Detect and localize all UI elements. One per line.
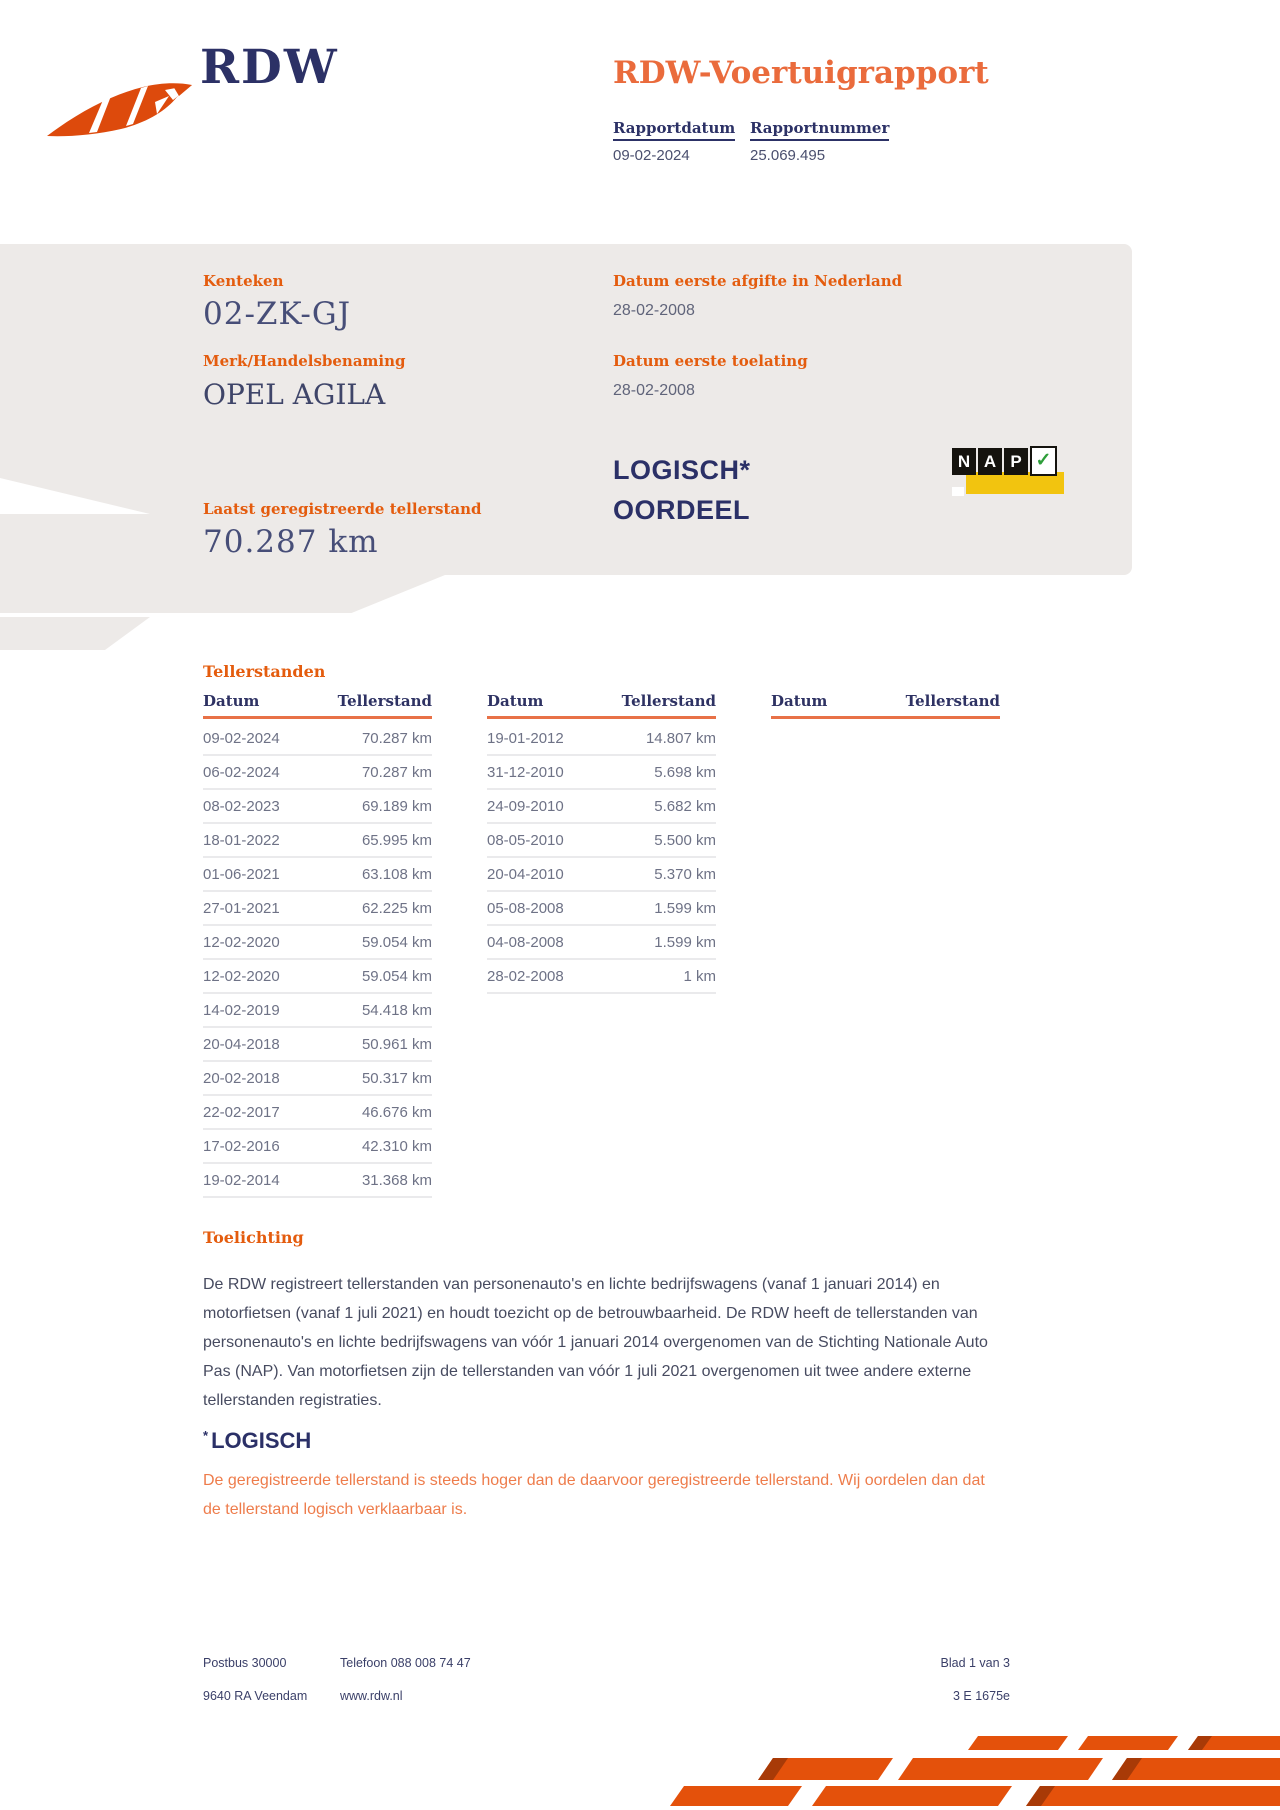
table-row [487, 790, 716, 824]
footer-address-line2: 9640 RA Veendam [203, 1689, 308, 1703]
panel-flag-tail [0, 575, 445, 613]
table-rows [203, 722, 432, 1198]
column-header-datum: Datum [771, 692, 828, 710]
row-odometer-value: 54.418 km [361, 1001, 432, 1019]
column-header-datum: Datum [487, 692, 544, 710]
logisch-heading [203, 1428, 311, 1454]
table-row [203, 960, 432, 994]
table-row [203, 892, 432, 926]
report-date-value: 09-02-2024 [613, 147, 690, 164]
row-odometer-value: 5.682 km [654, 797, 716, 815]
row-date: 24-09-2010 [487, 797, 564, 815]
row-odometer-value: 5.370 km [654, 865, 716, 883]
kenteken-value: 02-ZK-GJ [203, 296, 352, 332]
nap-check-tile [1030, 446, 1057, 476]
tellerstanden-heading: Tellerstanden [203, 662, 326, 681]
row-date: 05-08-2008 [487, 899, 564, 917]
row-date: 14-02-2019 [203, 1001, 280, 1019]
row-date: 27-01-2021 [203, 899, 280, 917]
table-row [203, 1028, 432, 1062]
row-odometer-value: 46.676 km [361, 1103, 432, 1121]
logisch-asterisk: * [203, 1428, 209, 1443]
table-row [203, 756, 432, 790]
row-date: 31-12-2010 [487, 763, 564, 781]
table-row [203, 926, 432, 960]
row-odometer-value: 50.961 km [361, 1035, 432, 1053]
panel-flag-tail-small [0, 617, 150, 650]
tellerstanden-table-1 [203, 692, 432, 1198]
table-row [203, 722, 432, 756]
table-row [487, 722, 716, 756]
nap-logo [950, 446, 1066, 500]
table-row [487, 756, 716, 790]
row-odometer-value: 65.995 km [361, 831, 432, 849]
column-header-tellerstand: Tellerstand [337, 692, 432, 710]
table-row [203, 858, 432, 892]
footer-phone: Telefoon 088 008 74 47 [340, 1656, 471, 1670]
row-date: 28-02-2008 [487, 967, 564, 985]
row-date: 08-02-2023 [203, 797, 280, 815]
laatste-tellerstand-label: Laatst geregistreerde tellerstand [203, 500, 482, 518]
table-row [203, 1130, 432, 1164]
column-header-tellerstand: Tellerstand [621, 692, 716, 710]
table-header [771, 692, 1000, 719]
row-odometer-value: 1.599 km [654, 899, 716, 917]
report-number-value: 25.069.495 [750, 147, 826, 164]
row-date: 19-01-2012 [487, 729, 564, 747]
row-date: 20-02-2018 [203, 1069, 280, 1087]
table-row [203, 1096, 432, 1130]
logisch-body: De geregistreerde tellerstand is steeds hoger dan de daarvoor geregistreerde tellerstand. Wij oordelen dan dat de tellerstand logisch verklaarbaar is. [203, 1472, 985, 1518]
oordeel-block [613, 450, 751, 530]
row-date: 04-08-2008 [487, 933, 564, 951]
oordeel-line2: OORDEEL [613, 495, 751, 525]
row-date: 18-01-2022 [203, 831, 280, 849]
row-odometer-value: 14.807 km [645, 729, 716, 747]
kenteken-label: Kenteken [203, 272, 284, 290]
toelating-label: Datum eerste toelating [613, 352, 808, 370]
row-date: 20-04-2018 [203, 1035, 280, 1053]
tellerstanden-table-2 [487, 692, 716, 994]
row-odometer-value: 5.500 km [654, 831, 716, 849]
row-odometer-value: 70.287 km [361, 763, 432, 781]
table-header [203, 692, 432, 719]
rdw-wordmark: RDW [200, 40, 339, 95]
afgifte-label: Datum eerste afgifte in Nederland [613, 272, 903, 290]
row-odometer-value: 31.368 km [361, 1171, 432, 1189]
row-odometer-value: 59.054 km [361, 933, 432, 951]
row-odometer-value: 42.310 km [361, 1137, 432, 1155]
report-number-label: Rapportnummer [750, 119, 889, 141]
row-odometer-value: 1 km [683, 967, 716, 985]
row-odometer-value: 70.287 km [361, 729, 432, 747]
footer-website: www.rdw.nl [340, 1689, 403, 1703]
toelichting-body: De RDW registreert tellerstanden van personenauto's en lichte bedrijfswagens (vanaf 1 januari 2014) en motorfietsen (vanaf 1 juli 2021) en houdt toezicht op de betrouwbaarheid. De RDW heeft de tellerstanden van personenauto's en lichte bedrijfswagens van vóór 1 januari 2014 overgenomen van de Stichting Nationale Auto Pas (NAP). Van motorfietsen zijn de tellerstanden van vóór 1 juli 2021 overgenomen uit twee andere externe tellerstanden registraties. [203, 1276, 988, 1409]
table-row [487, 858, 716, 892]
toelating-value: 28-02-2008 [613, 382, 695, 399]
row-odometer-value: 59.054 km [361, 967, 432, 985]
nap-check-icon: ✓ [1035, 450, 1052, 471]
row-odometer-value: 1.599 km [654, 933, 716, 951]
table-row [203, 1062, 432, 1096]
logisch-heading-text: LOGISCH [211, 1428, 312, 1453]
row-date: 09-02-2024 [203, 729, 280, 747]
laatste-tellerstand-value: 70.287 km [203, 524, 379, 560]
table-row [487, 960, 716, 994]
row-odometer-value: 50.317 km [361, 1069, 432, 1087]
tellerstanden-table-3 [771, 692, 1000, 722]
row-odometer-value: 69.189 km [361, 797, 432, 815]
nap-letter-n: N [952, 448, 976, 475]
nap-letter-a: A [978, 448, 1002, 475]
table-row [203, 1164, 432, 1198]
merk-label: Merk/Handelsbenaming [203, 352, 406, 370]
row-date: 12-02-2020 [203, 933, 280, 951]
row-date: 19-02-2014 [203, 1171, 280, 1189]
row-date: 01-06-2021 [203, 865, 280, 883]
table-row [487, 892, 716, 926]
table-row [487, 824, 716, 858]
table-row [487, 926, 716, 960]
row-date: 12-02-2020 [203, 967, 280, 985]
row-odometer-value: 63.108 km [361, 865, 432, 883]
report-date-label: Rapportdatum [613, 119, 735, 141]
footer-page-number: Blad 1 van 3 [940, 1656, 1010, 1670]
nap-white-notch [952, 487, 964, 496]
toelichting-heading: Toelichting [203, 1228, 304, 1247]
oordeel-line1: LOGISCH* [613, 455, 751, 485]
column-header-datum: Datum [203, 692, 260, 710]
rdw-flag-graphic [670, 1734, 1280, 1808]
afgifte-value: 28-02-2008 [613, 302, 695, 319]
table-row [203, 994, 432, 1028]
row-odometer-value: 5.698 km [654, 763, 716, 781]
row-date: 06-02-2024 [203, 763, 280, 781]
footer-address-line1: Postbus 30000 [203, 1656, 287, 1670]
table-row [203, 824, 432, 858]
rdw-feather-logo-icon [45, 66, 195, 141]
row-date: 17-02-2016 [203, 1137, 280, 1155]
page-title: RDW-Voertuigrapport [613, 55, 989, 91]
footer-form-code: 3 E 1675e [953, 1689, 1010, 1703]
row-date: 08-05-2010 [487, 831, 564, 849]
row-odometer-value: 62.225 km [361, 899, 432, 917]
table-header [487, 692, 716, 719]
merk-value: OPEL AGILA [203, 378, 386, 411]
column-header-tellerstand: Tellerstand [905, 692, 1000, 710]
row-date: 22-02-2017 [203, 1103, 280, 1121]
table-rows [487, 722, 716, 994]
vehicle-summary-panel [0, 244, 1132, 575]
nap-letter-p: P [1004, 448, 1028, 475]
table-row [203, 790, 432, 824]
row-date: 20-04-2010 [487, 865, 564, 883]
